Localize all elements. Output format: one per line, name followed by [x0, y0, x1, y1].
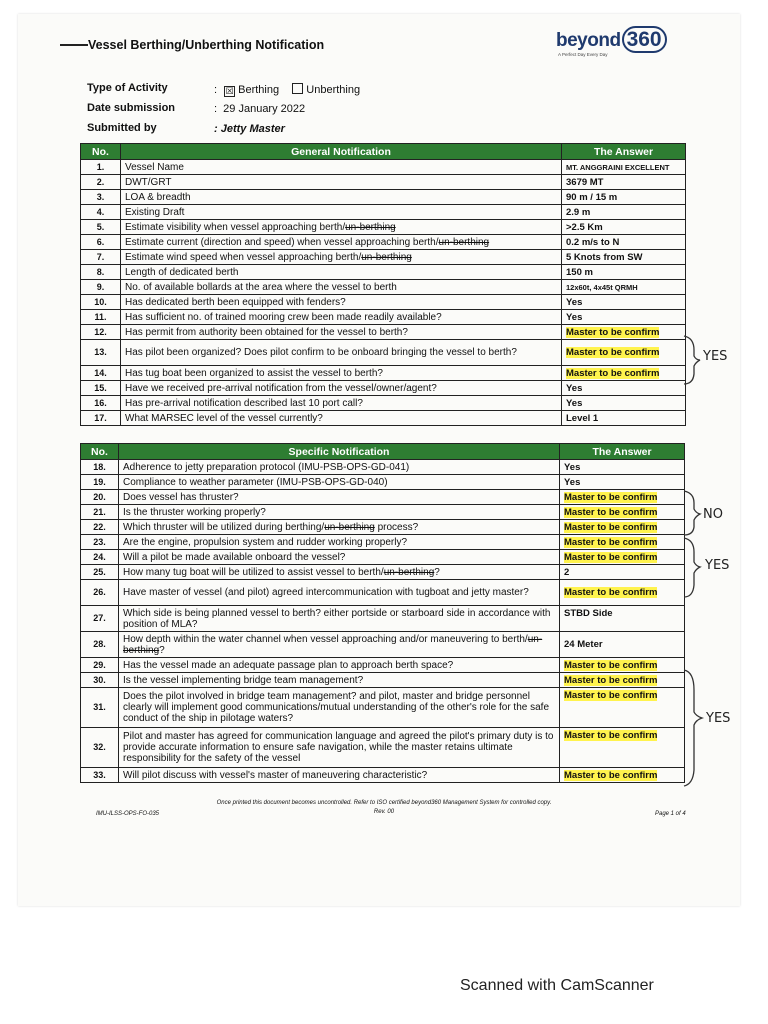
row-number: 23.: [81, 535, 119, 550]
row-question: Which thruster will be utilized during berthing/un-berthing process?: [119, 520, 560, 535]
row-answer: Master to be confirm: [560, 520, 685, 535]
row-question: Estimate visibility when vessel approaching berth/un-berthing: [121, 220, 562, 235]
footer-note: Once printed this document becomes uncontrolled. Refer to ISO certified beyond360 Management System for controlled copy.: [216, 800, 552, 806]
row-question: Existing Draft: [121, 205, 562, 220]
bracket-3: [684, 538, 700, 597]
row-question: What MARSEC level of the vessel currently?: [121, 411, 562, 426]
row-number: 15.: [81, 381, 121, 396]
row-question: Vessel Name: [121, 160, 562, 175]
row-question: Which side is being planned vessel to berth? either portside or starboard side in accordance with position of MLA?: [119, 606, 560, 632]
row-answer: 12x60t, 4x45t QRMH: [562, 280, 686, 295]
row-answer: Yes: [560, 460, 685, 475]
row-answer: Master to be confirm: [560, 580, 685, 606]
scanner-watermark: Scanned with CamScanner: [460, 977, 654, 994]
activity-label: Type of Activity: [87, 82, 168, 94]
footer-page: Page 1 of 4: [655, 811, 686, 817]
row-question: Does the pilot involved in bridge team management? and pilot, master and bridge personnel clearly will implement good communications/mutual understanding of the other's role for the safe conduct of the ship in pilotage waters?: [119, 688, 560, 728]
unberthing-label: Unberthing: [306, 84, 361, 96]
row-question: LOA & breadth: [121, 190, 562, 205]
row-question: How many tug boat will be utilized to assist vessel to berth/un-berthing?: [119, 565, 560, 580]
row-answer: 24 Meter: [560, 632, 685, 658]
row-number: 32.: [81, 728, 119, 768]
row-answer: Master to be confirm: [560, 688, 685, 728]
row-question: How depth within the water channel when vessel approaching and/or maneuvering to berth/un-berthing?: [119, 632, 560, 658]
col-general: General Notification: [121, 144, 562, 160]
submitted-text: Jetty Master: [220, 123, 285, 135]
row-number: 1.: [81, 160, 121, 175]
berthing-label: Berthing: [238, 84, 280, 96]
row-answer: 2.9 m: [562, 205, 686, 220]
handwritten-yes-1: YES: [703, 349, 728, 364]
row-answer: MT. ANGGRAINI EXCELLENT: [562, 160, 686, 175]
submitted-label: Submitted by: [87, 122, 157, 134]
logo-number: 360: [622, 26, 667, 53]
row-answer: Master to be confirm: [560, 728, 685, 768]
row-number: 10.: [81, 295, 121, 310]
row-answer: Yes: [562, 381, 686, 396]
row-question: Compliance to weather parameter (IMU-PSB-OPS-GD-040): [119, 475, 560, 490]
row-question: Are the engine, propulsion system and rudder working properly?: [119, 535, 560, 550]
row-number: 30.: [81, 673, 119, 688]
row-answer: Master to be confirm: [562, 325, 686, 340]
row-number: 20.: [81, 490, 119, 505]
handwritten-yes-2: YES: [705, 558, 730, 573]
col-answer: The Answer: [562, 144, 686, 160]
row-number: 8.: [81, 265, 121, 280]
handwritten-no: NO: [703, 507, 723, 522]
row-question: Have master of vessel (and pilot) agreed intercommunication with tugboat and jetty master?: [119, 580, 560, 606]
row-number: 22.: [81, 520, 119, 535]
row-number: 2.: [81, 175, 121, 190]
row-question: Is the vessel implementing bridge team management?: [119, 673, 560, 688]
row-number: 19.: [81, 475, 119, 490]
row-answer: 3679 MT: [562, 175, 686, 190]
submitted-value: : Jetty Master: [214, 123, 285, 135]
row-answer: 2: [560, 565, 685, 580]
col-no: No.: [81, 144, 121, 160]
row-answer: Master to be confirm: [560, 673, 685, 688]
date-label: Date submission: [87, 102, 176, 114]
row-number: 16.: [81, 396, 121, 411]
row-number: 29.: [81, 658, 119, 673]
row-answer: Yes: [562, 295, 686, 310]
row-question: Has the vessel made an adequate passage plan to approach berth space?: [119, 658, 560, 673]
row-number: 18.: [81, 460, 119, 475]
row-answer: Master to be confirm: [560, 550, 685, 565]
row-answer: Master to be confirm: [560, 658, 685, 673]
row-question: Has sufficient no. of trained mooring crew been made readily available?: [121, 310, 562, 325]
row-question: Have we received pre-arrival notification from the vessel/owner/agent?: [121, 381, 562, 396]
row-number: 4.: [81, 205, 121, 220]
row-question: Estimate current (direction and speed) when vessel approaching berth/un-berthing: [121, 235, 562, 250]
row-answer: Master to be confirm: [562, 340, 686, 366]
row-answer: 150 m: [562, 265, 686, 280]
row-question: Will pilot discuss with vessel's master of maneuvering characteristic?: [119, 768, 560, 783]
row-answer: Master to be confirm: [560, 535, 685, 550]
row-question: Is the thruster working properly?: [119, 505, 560, 520]
footer-code: IMU-ILSS-OPS-FO-035: [96, 811, 160, 817]
bracket-1: [684, 336, 700, 384]
row-question: No. of available bollards at the area where the vessel to berth: [121, 280, 562, 295]
row-answer: 5 Knots from SW: [562, 250, 686, 265]
row-number: 26.: [81, 580, 119, 606]
row-answer: STBD Side: [560, 606, 685, 632]
logo-tagline: A Perfect Day Every Day: [558, 52, 608, 57]
row-answer: Master to be confirm: [560, 490, 685, 505]
row-answer: Yes: [562, 396, 686, 411]
date-value: : 29 January 2022: [214, 103, 306, 115]
row-question: Length of dedicated berth: [121, 265, 562, 280]
row-number: 33.: [81, 768, 119, 783]
row-answer: >2.5 Km: [562, 220, 686, 235]
row-number: 25.: [81, 565, 119, 580]
row-question: Has pre-arrival notification described last 10 port call?: [121, 396, 562, 411]
row-answer: 0.2 m/s to N: [562, 235, 686, 250]
row-number: 31.: [81, 688, 119, 728]
row-number: 7.: [81, 250, 121, 265]
date-text: 29 January 2022: [223, 103, 306, 115]
row-answer: 90 m / 15 m: [562, 190, 686, 205]
row-number: 17.: [81, 411, 121, 426]
row-question: Does vessel has thruster?: [119, 490, 560, 505]
row-number: 3.: [81, 190, 121, 205]
row-number: 9.: [81, 280, 121, 295]
row-question: Estimate wind speed when vessel approaching berth/un-berthing: [121, 250, 562, 265]
row-question: Has pilot been organized? Does pilot confirm to be onboard bringing the vessel to berth?: [121, 340, 562, 366]
row-answer: Yes: [560, 475, 685, 490]
row-answer: Master to be confirm: [560, 768, 685, 783]
row-number: 24.: [81, 550, 119, 565]
bracket-2: [684, 491, 700, 535]
row-number: 14.: [81, 366, 121, 381]
row-question: Adherence to jetty preparation protocol (IMU-PSB-OPS-GD-041): [119, 460, 560, 475]
row-number: 6.: [81, 235, 121, 250]
row-question: Pilot and master has agreed for communication language and agreed the pilot's primary duty is to provide accurate information to ensure safe navigation, while the master retains ultimate responsibility for the safety of the vessel: [119, 728, 560, 768]
row-number: 11.: [81, 310, 121, 325]
footer-rev: Rev. 00: [373, 809, 395, 815]
row-question: Has permit from authority been obtained for the vessel to berth?: [121, 325, 562, 340]
col-no: No.: [81, 444, 119, 460]
row-question: Has tug boat been organized to assist the vessel to berth?: [121, 366, 562, 381]
page-title: Vessel Berthing/Unberthing Notification: [88, 38, 325, 52]
row-answer: Master to be confirm: [560, 505, 685, 520]
col-specific: Specific Notification: [119, 444, 560, 460]
row-number: 28.: [81, 632, 119, 658]
row-number: 13.: [81, 340, 121, 366]
row-answer: Level 1: [562, 411, 686, 426]
row-question: Will a pilot be made available onboard the vessel?: [119, 550, 560, 565]
row-answer: Yes: [562, 310, 686, 325]
row-number: 21.: [81, 505, 119, 520]
row-question: Has dedicated berth been equipped with fenders?: [121, 295, 562, 310]
handwritten-yes-3: YES: [706, 711, 731, 726]
row-number: 12.: [81, 325, 121, 340]
row-number: 5.: [81, 220, 121, 235]
col-answer: The Answer: [560, 444, 685, 460]
row-number: 27.: [81, 606, 119, 632]
bracket-4: [684, 670, 702, 786]
row-question: DWT/GRT: [121, 175, 562, 190]
berthing-checkbox: ☒: [225, 86, 234, 96]
logo-word: beyond: [556, 30, 621, 51]
row-answer: Master to be confirm: [562, 366, 686, 381]
activity-value: : ☒ Berthing Unberthing: [214, 84, 361, 96]
